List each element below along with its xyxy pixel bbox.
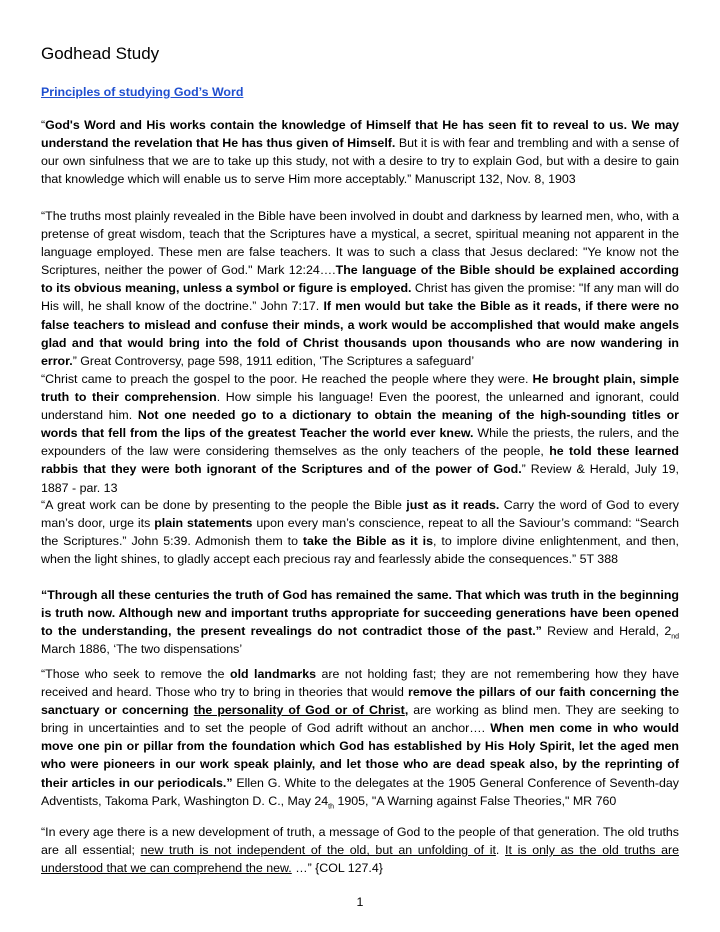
ordinal-suffix: th — [328, 803, 335, 811]
underlined-text: new truth is not independent of the old, but an unfolding of it — [140, 843, 496, 858]
text-run: . How simple his language! Even the poorest, the unlearned and ignorant, could understand him. — [41, 390, 679, 423]
bold-text: take the Bible as it is — [302, 534, 434, 549]
ordinal-suffix: nd — [671, 633, 680, 641]
quote-paragraph-6 — [41, 665, 679, 810]
text-run: “Christ came to preach the gospel to the poor. He reached the people where they were. — [41, 372, 533, 386]
text-run: “Those who seek to remove the — [41, 667, 231, 681]
text-run: Ellen G. White to the delegates at the 1905 General Conference of Seventh-day Adventists, Takoma Park, Washington D. C., May 24 — [41, 775, 679, 808]
quote-paragraph-5 — [41, 586, 679, 658]
quote-paragraph-3 — [41, 370, 679, 497]
text-run: are not holding fast; they are not remembering how they have received and heard. Those who try to bring in theories that would — [41, 667, 679, 700]
text-run: 1905, "A Warning against False Theories," MR 760 — [334, 793, 617, 808]
bold-text: just as it reads. — [406, 498, 500, 512]
bold-text: If men would but take the Bible as it reads, if there were no false teachers to mislead and confuse their minds, a work would be accomplished that would make angels glad and that would bring into the fold of Christ thousands upon thousands who are now wandering in error. — [41, 299, 679, 368]
bold-text: he told these learned rabbis that they were both ignorant of the Scriptures and of the power of God. — [41, 444, 679, 477]
text-run: “The truths most plainly revealed in the Bible have been involved in doubt and darkness by learned men, who, with a pretense of great wisdom, teach that the Scriptures have a mystical, a secret, spiritual meaning not apparent in the language employed. These men are false teachers. It was to such a class that Jesus declared: "Ye know not the Scriptures, neither the power of God." Mark 12:24…. — [41, 209, 679, 278]
text-run: …” {COL 127.4} — [291, 861, 383, 876]
text-run: are working as blind men. They are seeking to bring in uncertainties and to set the people of God adrift without an anchor…. — [41, 703, 679, 736]
text-run: Review and Herald, 2 — [541, 624, 672, 639]
bold-text: , — [404, 703, 409, 718]
bold-text: God's Word and His works contain the knowledge of Himself that He has seen fit to reveal to us. We may understand the revelation that He has thus given of Himself. — [41, 118, 679, 151]
underlined-text: It is only as the old truths are understood that we can comprehend the new. — [41, 843, 679, 876]
text-run: But it is with fear and trembling and with a sense of our own sinfulness that we are to take up this study, not with a desire to try to explain God, but with a desire to gain that knowledge which will enable us to serve Him more acceptably.” Manuscript 132, Nov. 8, 1903 — [41, 136, 679, 187]
bold-text: “Through all these centuries the truth of God has remained the same. That which was truth in the beginning is truth now. Although new and important truths appropriate for succeeding generations have been opened to the understanding, the present revealings do not contradict those of the past.” — [41, 588, 679, 639]
text-run: While the priests, the rulers, and the expounders of the law were considering themselves as the only teachers of the people, — [41, 426, 679, 459]
bold-text: plain statements — [154, 516, 253, 531]
text-run: . — [495, 843, 506, 858]
text-run: ” Review & Herald, July 19, 1887 - par. 13 — [41, 462, 679, 495]
text-run: , to implore divine enlightenment, and then, when the light shines, to gladly accept each precious ray and fearlessly abide the consequences.” 5T 388 — [41, 534, 680, 567]
bold-text: remove the pillars of our faith concerning the sanctuary or concerning — [41, 685, 679, 718]
text-run: “A great work can be done by presenting to the people the Bible — [41, 498, 407, 512]
quote-paragraph-2 — [41, 207, 679, 370]
bold-underlined-text: the personality of God or of Christ — [193, 703, 405, 718]
bold-text: Not one needed go to a dictionary to obtain the meaning of the high-sounding titles or words that fell from the lips of the greatest Teacher the world ever knew. — [41, 408, 679, 441]
text-run: “In every age there is a new development of truth, a message of God to the people of that generation. The old truths are all essential; — [41, 825, 679, 858]
quote-paragraph-4 — [41, 496, 679, 568]
bold-text: The language of the Bible should be explained according to its obvious meaning, unless a symbol or figure is employed. — [41, 263, 679, 296]
bold-text: old landmarks — [230, 667, 317, 681]
text-run: ” Great Controversy, page 598, 1911 edition, 'The Scriptures a safeguard’ — [72, 353, 475, 368]
text-run: March 1886, ‘The two dispensations’ — [41, 642, 243, 657]
text-run: Christ has given the promise: "If any man will do His will, he shall know of the doctrine.” John 7:17. — [41, 281, 679, 314]
page-number: 1 — [356, 895, 364, 909]
quote-paragraph-7 — [41, 823, 679, 877]
page-title: Godhead Study — [41, 44, 160, 63]
quote-paragraph-1 — [41, 116, 679, 188]
text-run: Carry the word of God to every man’s door, urge its — [41, 498, 679, 531]
text-run: “ — [41, 118, 46, 132]
section-heading: Principles of studying God’s Word — [41, 85, 244, 99]
bold-text: He brought plain, simple truth to their comprehension — [41, 372, 679, 405]
text-run: upon every man’s conscience, repeat to all the Saviour’s command: “Search the Scriptures.” John 5:39. Admonish them to — [41, 516, 679, 549]
bold-text: When men come in who would move one pin or pillar from the foundation which God has established by His Holy Spirit, let the aged men who were pioneers in our work speak plainly, and let those who are dead speak also, by the reprinting of their articles in our periodicals.” — [41, 721, 679, 790]
